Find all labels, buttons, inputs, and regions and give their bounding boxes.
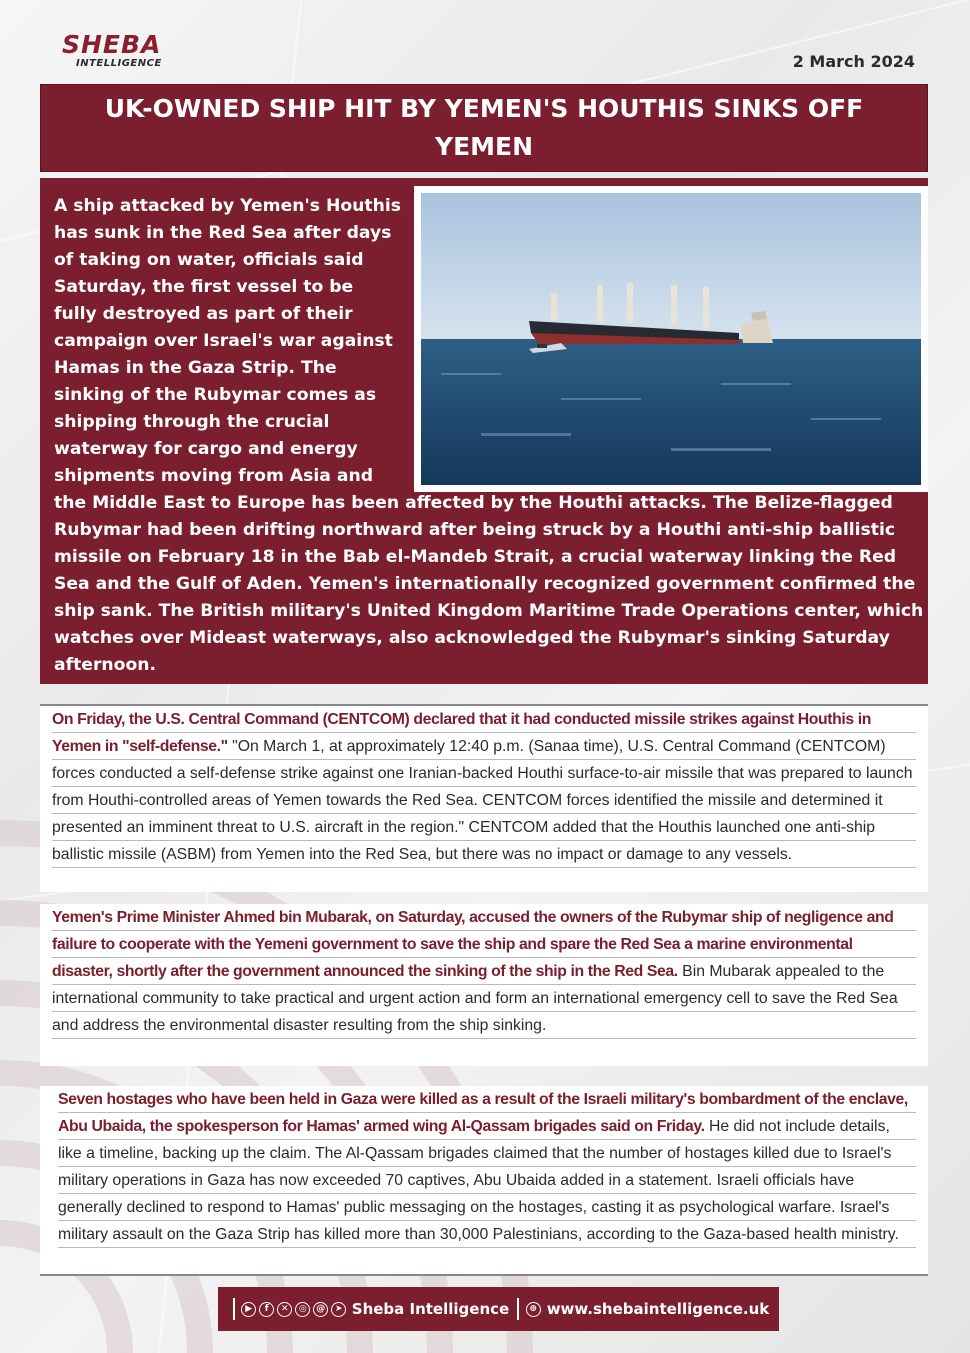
section-highlight: On Friday, the U.S. Central Command (CENTCOM) declared that it had conducted missile strikes against Houthis in Yemen in "self-defense." [52, 711, 872, 755]
facebook-icon[interactable]: f [259, 1302, 274, 1317]
section-body: Bin Mubarak appealed to the international community to take practical and urgent action and form an international emergency cell to save the Red Sea and address the environmental disaster resulting from the ship sinking. [52, 963, 898, 1034]
logo-sub-text: INTELLIGENCE [76, 58, 162, 69]
footer-separator [233, 1298, 235, 1320]
section-highlight: Yemen's Prime Minister Ahmed bin Mubarak, on Saturday, accused the owners of the Rubymar ship of negligence and failure to cooperate with the Yemeni government to save the ship and spare the Red Sea a marine environmental disaster, shortly after the government announced the sinking of the ship in the Red Sea. [52, 909, 894, 980]
section-hostages [40, 1086, 928, 1276]
instagram-icon[interactable]: ◎ [295, 1302, 310, 1317]
footer-website-link[interactable]: www.shebaintelligence.uk [546, 1300, 770, 1318]
threads-icon[interactable]: @ [313, 1302, 328, 1317]
footer-separator [517, 1298, 519, 1320]
footer-name: Sheba Intelligence [351, 1300, 510, 1318]
section-body: He did not include details, like a timeline, backing up the claim. The Al-Qassam brigades claimed that the number of hostages killed due to Israel's military operations in Gaza has now exceeded 70 captives, Abu Ubaida added in a statement. Israeli officials have generally declined to respond to Hamas' public messaging on the hostages, casting it as psychological warfare. Israel's military assault on the Gaza Strip has killed more than 30,000 Palestinians, according to the Gaza-based health ministry. [58, 1118, 899, 1243]
lead-paragraph [54, 193, 926, 679]
telegram-icon[interactable]: ➤ [331, 1302, 346, 1317]
footer-bar [218, 1287, 779, 1331]
section-centcom [40, 704, 928, 892]
x-icon[interactable]: ✕ [277, 1302, 292, 1317]
lead-text: A ship attacked by Yemen's Houthis has sunk in the Red Sea after days of taking on water, officials said Saturday, the first vessel to be fully destroyed as part of their campaign over Israel's war against Hamas in the Gaza Strip. The sinking of the Rubymar comes as shipping through the crucial waterway for cargo and energy shipments moving from Asia and the Middle East to Europe has been affected by the Houthi attacks. The Belize-flagged Rubymar had been drifting northward after being struck by a Houthi anti-ship ballistic missile on February 18 in the Bab el-Mandeb Strait, a crucial waterway linking the Red Sea and the Gulf of Aden. Yemen's internationally recognized government confirmed the ship sank. The British military's United Kingdom Maritime Trade Operations center, which watches over Mideast waterways, also acknowledged the Rubymar's sinking Saturday afternoon. [54, 196, 924, 675]
section-prime-minister [40, 904, 928, 1066]
logo-main-text: SHEBA [62, 30, 162, 59]
sheba-logo [62, 30, 192, 74]
publication-date: 2 March 2024 [792, 52, 915, 71]
section-divider [40, 1274, 928, 1276]
section-body: "On March 1, at approximately 12:40 p.m. (Sanaa time), U.S. Central Command (CENTCOM) forces conducted a self-defense strike against one Iranian-backed Houthi surface-to-air missile that was prepared to launch from Houthi-controlled areas of Yemen towards the Red Sea. CENTCOM forces identified the missile and determined it presented an imminent threat to U.S. aircraft in the region." CENTCOM added that the Houthis launched one anti-ship ballistic missile (ASBM) from Yemen into the Red Sea, but there was no impact or damage to any vessels. [52, 738, 913, 863]
headline-box [40, 84, 928, 172]
headline: UK-OWNED SHIP HIT BY YEMEN'S HOUTHIS SINKS OFF YEMEN [104, 94, 864, 161]
photo-wrap-spacer [401, 193, 926, 490]
section-highlight: Seven hostages who have been held in Gaza were killed as a result of the Israeli military's bombardment of the enclave, Abu Ubaida, the spokesperson for Hamas' armed wing Al-Qassam brigades said on Friday. [58, 1091, 908, 1135]
youtube-icon[interactable]: ▶ [241, 1302, 256, 1317]
globe-icon: ⊕ [526, 1302, 541, 1317]
